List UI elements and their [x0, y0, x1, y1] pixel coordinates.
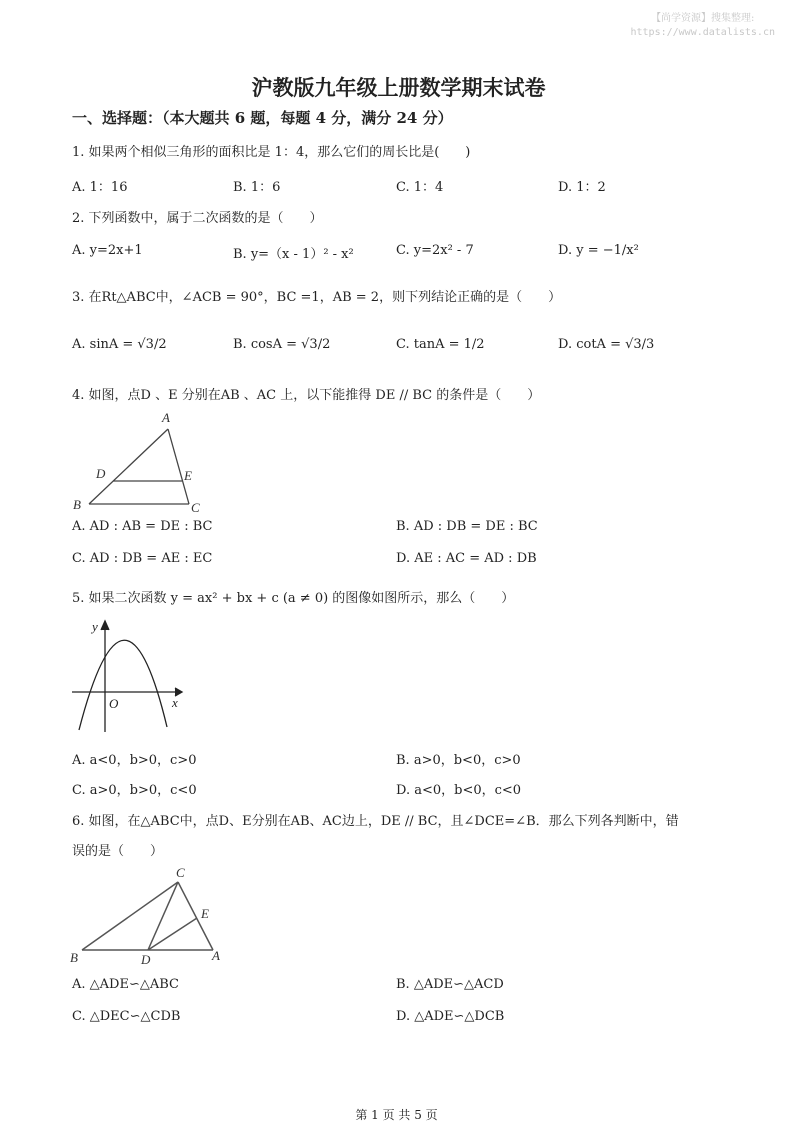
question-stem: 如果两个相似三角形的面积比是 1：4，那么它们的周长比是( ) — [88, 145, 471, 160]
question-3 — [72, 286, 561, 305]
option-a[interactable]: A. 1：16 — [72, 180, 128, 195]
option-d[interactable]: D. y = −1/x² — [558, 243, 639, 258]
section-heading: 一、选择题：（本大题共 6 题，每题 4 分，满分 24 分） — [72, 109, 453, 127]
option-b[interactable]: B. a>0，b<0，c>0 — [396, 753, 521, 768]
question-stem: 如果二次函数 y = ax² + bx + c (a ≠ 0) 的图像如图所示，那么（ ） — [88, 591, 515, 606]
svg-text:D: D — [96, 466, 106, 481]
question-number: 6. — [72, 814, 85, 829]
svg-text:y: y — [92, 619, 98, 634]
question-number: 5. — [72, 591, 85, 606]
option-a[interactable]: A. AD : AB = DE : BC — [72, 519, 213, 534]
option-d[interactable]: D. a<0，b<0，c<0 — [396, 783, 522, 798]
svg-text:A: A — [162, 410, 170, 425]
option-d[interactable]: D. cotA = √3/3 — [558, 337, 655, 352]
svg-text:E: E — [184, 468, 192, 483]
svg-text:C: C — [191, 500, 200, 514]
question-stem: 在Rt△ABC中，∠ACB = 90°，BC =1，AB = 2，则下列结论正确的是（ ） — [88, 290, 562, 305]
option-b[interactable]: B. AD : DB = DE : BC — [396, 519, 538, 534]
question-6-continued: 误的是（ ） — [72, 844, 164, 859]
option-a[interactable]: A. △ADE∽△ABC — [72, 977, 179, 992]
question-5 — [72, 587, 514, 606]
option-a[interactable]: A. y=2x+1 — [72, 243, 143, 258]
question-number: 2. — [72, 211, 85, 226]
question-number: 3. — [72, 290, 85, 305]
page-footer: 第 1 页 共 5 页 — [355, 1108, 438, 1122]
option-b[interactable]: B. 1：6 — [233, 180, 281, 195]
option-d[interactable]: D. 1：2 — [558, 180, 606, 195]
svg-text:A: A — [212, 948, 220, 963]
page-title — [0, 72, 793, 102]
option-c[interactable]: C. y=2x² - 7 — [396, 243, 474, 258]
option-b[interactable]: B. y=（x - 1）² - x² — [233, 247, 354, 262]
question-4 — [72, 384, 540, 403]
option-c[interactable]: C. △DEC∽△CDB — [72, 1009, 181, 1024]
parabola-graph-q5 — [70, 617, 185, 735]
question-stem: 如图，在△ABC中，点D、E分别在AB、AC边上，DE // BC，且∠DCE=∠B．那么下列各判断中，错 — [88, 814, 679, 829]
option-c[interactable]: C. a>0，b>0，c<0 — [72, 783, 197, 798]
triangle-figure-q4 — [70, 408, 210, 514]
watermark — [631, 12, 776, 40]
option-c[interactable]: C. AD : DB = AE : EC — [72, 551, 213, 566]
question-1 — [72, 141, 470, 160]
watermark-url: https://www.datalists.cn — [630, 27, 775, 38]
question-number: 4. — [72, 388, 85, 403]
svg-text:O: O — [109, 696, 119, 711]
svg-text:C: C — [176, 865, 185, 880]
svg-text:B: B — [70, 950, 78, 965]
question-6 — [72, 810, 732, 829]
svg-text:E: E — [201, 906, 209, 921]
svg-text:D: D — [141, 952, 151, 967]
question-stem: 下列函数中，属于二次函数的是（ ） — [88, 211, 323, 226]
option-d[interactable]: D. △ADE∽△DCB — [396, 1009, 505, 1024]
option-a[interactable]: A. a<0，b>0，c>0 — [72, 753, 197, 768]
option-b[interactable]: B. cosA = √3/2 — [233, 337, 331, 352]
option-c[interactable]: C. 1：4 — [396, 180, 444, 195]
watermark-source: 【尚学资源】搜集整理: — [651, 13, 755, 24]
option-a[interactable]: A. sinA = √3/2 — [72, 337, 167, 352]
option-c[interactable]: C. tanA = 1/2 — [396, 337, 485, 352]
triangle-figure-q6 — [68, 862, 223, 970]
title-text: 沪教版九年级上册数学期末试卷 — [251, 75, 546, 100]
question-2 — [72, 207, 323, 226]
svg-text:B: B — [73, 497, 81, 512]
question-stem: 如图，点D 、E 分别在AB 、AC 上，以下能推得 DE // BC 的条件是（ ） — [88, 388, 541, 403]
svg-text:x: x — [172, 695, 178, 710]
option-b[interactable]: B. △ADE∽△ACD — [396, 977, 504, 992]
option-d[interactable]: D. AE : AC = AD : DB — [396, 551, 537, 566]
question-number: 1. — [72, 145, 85, 160]
